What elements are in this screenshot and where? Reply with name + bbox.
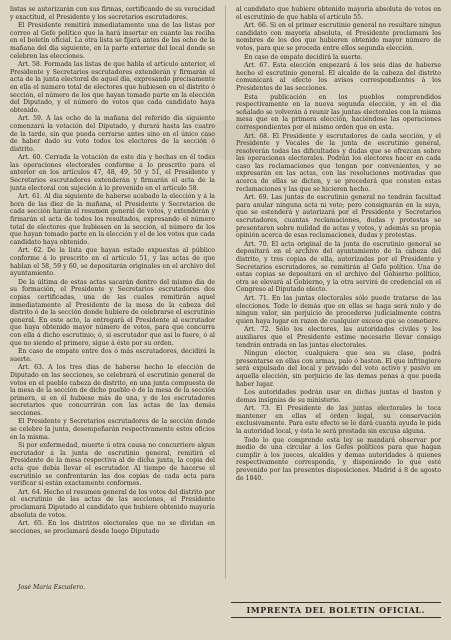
signature: José María Escudero. (18, 584, 85, 591)
column-divider (225, 6, 226, 578)
article-paragraph: Art. 58. Formada las listas de que habla el artículo anterior, el Presidente y Secretarios escrutadores extenderán y firmarán el acta de la junta electoral de aquel dia, expresando precisamente en ella el número total de electores que hubiesen en el distrito ó sección, el número de los que hayan tomado parte en la elección del Diputado, y el número de votos que cada candidato haya obtenido. (10, 61, 215, 114)
article-paragraph: Si por enfermedad, muerte ú otra causa no concurriere algun escrutador á la junta de escrutinio general, remitirá el Presidente de la mesa respectiva al de dicha junta, la copia del acta que debía llevar el escrutador. Al tiempo de hacerse el escrutinio se confrontarán las dos copias de cada acta para verificar si están exactamente conformes. (10, 442, 215, 488)
article-paragraph: Ningun elector, cualquiera que sea su clase, podrá presentarse en ellas con armas, palo ó baston. El que infringiere será expulsado del local y privado del voto activo y pasivo en aquella elección, sin perjuicio de las demas penas á que pueda haber lugar. (236, 350, 441, 388)
article-paragraph: Art. 69. Las juntas de escrutinio general no tendrán facultad para anular ninguna acta ni voto; pero consignarán en la suya, que se estenderá y autorizará por el Presidente y Secretarios escrutadores, cuantas reclamaciones, dudas y protestas se presentaren sobre nulidad de actas y votos, y además su propia opinión acerca de esas reclamaciones, dudas y protestas. (236, 194, 441, 240)
article-paragraph: El Presidente remitirá inmediatamente una de las listas por correo al Gefe político que la hará insertar en cuanto las reciba en el boletín oficial. La otra lista se fijará antes de las ocho de la mañana del dia siguiente, en la parte exterior del local donde se celebren las elecciones. (10, 22, 215, 60)
article-paragraph: al candidato que hubiere obtenido mayoría absoluta de votos en el escrutinio de que habla el artículo 55. (236, 6, 441, 21)
signature-block (10, 584, 221, 632)
article-paragraph: listas se autorizarán con sus firmas, certificando de su veracidad y exactitud, el Presidente y los secretarios escrutadores. (10, 6, 215, 21)
article-paragraph: Art. 59. A las ocho de la mañana del referido dia siguiente comenzará la votación del Diputado, y durará hasta las cuatro de la tarde, sin que pueda cerrarse antes sino en el único caso de haber dado su voto todos los electores de la sección ó distrito. (10, 115, 215, 153)
article-paragraph: Todo lo que comprende esta ley se mandará observar por medio de una circular á los Gefes políticos para que hagan cumplir á los jueces, alcaldes y demas autoridades á quienes respectivamente corresponda, y disponiendo lo que esté prevenido por las presentes disposiciones. Madrid á 8 de agosto de 1840. (236, 436, 441, 482)
text-columns (10, 6, 441, 578)
article-paragraph: Los autoridades podrán usar en dichas juntas el baston y demas insignias de su ministerio. (236, 389, 441, 404)
article-paragraph: En caso de empate entre dos ó más escrutadores, decidirá la suerte. (10, 348, 215, 363)
article-paragraph: Art. 64. Hecho el resumen general de los votos del distrito por el escrutinio de las actas de las secciones, el Presidente proclamará Diputado al candidato que hubiere obtenido mayoría absoluta de votos. (10, 488, 215, 519)
article-paragraph: Art. 73. El Presidente de las juntas electorales le toca mantener en ellas el órden legal, su conservación exclusivamente. Para este efecto se le dará cuanta ayuda le pida la autoridad local, y ésta le será prestada sin excusa alguna. (236, 405, 441, 436)
article-paragraph: Art. 68. El Presidente y escrutadores de cada sección, y el Presidente y Vocales de la junta de escrutinio general, resolverán todas las dificultades y dudas que se ofrezcan sobre las operaciones electorales. Podrán los electores hacer en cada caso las reclamaciones que tengan por convenientes, y se expresarán en las actas, con las resoluciones motivadas que acerca de ellas se dicten, y se procederá que consten estas reclamaciones y las que se hicieren hecho. (236, 132, 441, 193)
page-footer (10, 584, 441, 632)
article-paragraph: Art. 63. A los tres dias de haberse hecho la elección de Diputado en las secciones, se celebrará el escrutinio general de votos en el pueblo cabeza de distrito, en una junta compuesta de la mesa de la sección de dicho pueblo ó de la mesa de la sección primera, si en él hubiese más de una, y de los escrutadores secretarios que concurrirán con las actas de las demás secciones. (10, 364, 215, 417)
article-paragraph: El Presidente y Secretarios escrutadores de la sección donde se celebre la junta, desempeñarán respectivamente estos oficios en la misma. (10, 418, 215, 441)
left-column (10, 6, 215, 578)
article-paragraph: Art. 67. Esta elección empezará á los seis dias de haberse hecho el escrutinio general. El alcalde de la cabeza del distrito comunicará al efecto los avisos correspondientes á los Presidentes de las secciones. (236, 62, 441, 92)
article-paragraph: Art. 62. De la lista que hayan estado expuestas al público conforme á lo prescrito en el artículo 51, y las actas de que hablan el 58, 59 y 60, se depositarán originales en el archivo del ayuntamiento. (10, 247, 215, 278)
article-paragraph: Art. 71. En las juntas electorales sólo puede tratarse de las elecciones. Todo lo demás que en ellas se haga será nulo y de ningun valor, sin perjuicio de procederse judicialmente contra quien haya lugar en razon de cualquier exceso que se cometiere. (236, 294, 441, 325)
article-paragraph: Esta publicación en los pueblos comprendidos respectivamente en la nueva segunda elección, y en el dia señalado se volverán á reunir las juntas electorales con la misma mesa que en la primera elección, haciéndose las operaciones correspondientes por el mismo orden que en esta. (236, 93, 441, 131)
imprint-bar (231, 602, 442, 618)
article-paragraph: Art. 60. Cerrada la votación de este dia y hechas en él todas las operaciones electorales conforme á lo prescrito para el anterior en los artículos 47, 48, 49, 50 y 51, el Presidente y Secretarios escrutadores extenderán y firmarán el acta de la junta electoral con sujeción á lo prevenido en el artículo 58. (10, 154, 215, 192)
article-paragraph: En caso de empate decidirá la suerte. (244, 53, 363, 61)
article-paragraph: Art. 61. Al dia siguiente de haberse acabado la elección y á la hora de las diez de la mañana, el Presidente y Secretarios de cada sección harán el resumen general de votos, y extenderán y firmarán el acta de todos los resultados, expresando el número total de electores que hubiesen en la sección, el número de los que hayan tomado parte en la elección y el de los votos que cada candidato haya obtenido. (10, 193, 215, 246)
imprint-label: IMPRENTA DEL BOLETIN OFICIAL. (246, 605, 426, 615)
article-paragraph: Art. 66. Si en el primer escrutinio general no resultare ningun candidato con mayoría absoluta, el Presidente proclamará los nombres de los dos que hubieren obtenido mayor número de votos, para que se proceda entre ellos segunda elección. (236, 22, 441, 52)
article-paragraph: Art. 72. Sólo los electores, las autoridades civiles y los auxiliares que el Presidente estime necesario llevar consigo tendrán entrada en las juntas electorales. (236, 326, 441, 349)
article-paragraph: Art. 65. En los distritos electorales que no se dividan en secciones, se proclamará desde luego Diputado (10, 520, 215, 535)
right-column (236, 6, 441, 578)
article-paragraph: De la última de estas actas sacarán dentro del mismo dia de su formación, el Presidente y Secretarios escrutadores dos copias certificadas, una de las cuales remitirán aquel inmediatamente al Presidente de la mesa de la cabeza del distrito ó de la sección donde hubiere de celebrarse el escrutinio general. En este acto, la entregará el Presidente al escrutador que haya obtenido mayor número de votos, para que concurra con ella á dicho escrutinio; ó, si escrutador que así lo fuere, ó al que no siendo el primero, sigue á éste por su orden. (10, 278, 215, 347)
article-paragraph: Art. 70. El acta original de la junta de escrutinio general se depositará en el archivo del ayuntamiento de la cabeza del distrito, y tres copias de ella, autorizadas por el Presidente y Secretarios escrutadores, se remitirán al Gefe político. Una de estas copias se depositará en el archivo del Gobierno político, otra se elevará al Gobierno, y la otra servirá de credencial en el Congreso al Diputado electo. (236, 240, 441, 294)
